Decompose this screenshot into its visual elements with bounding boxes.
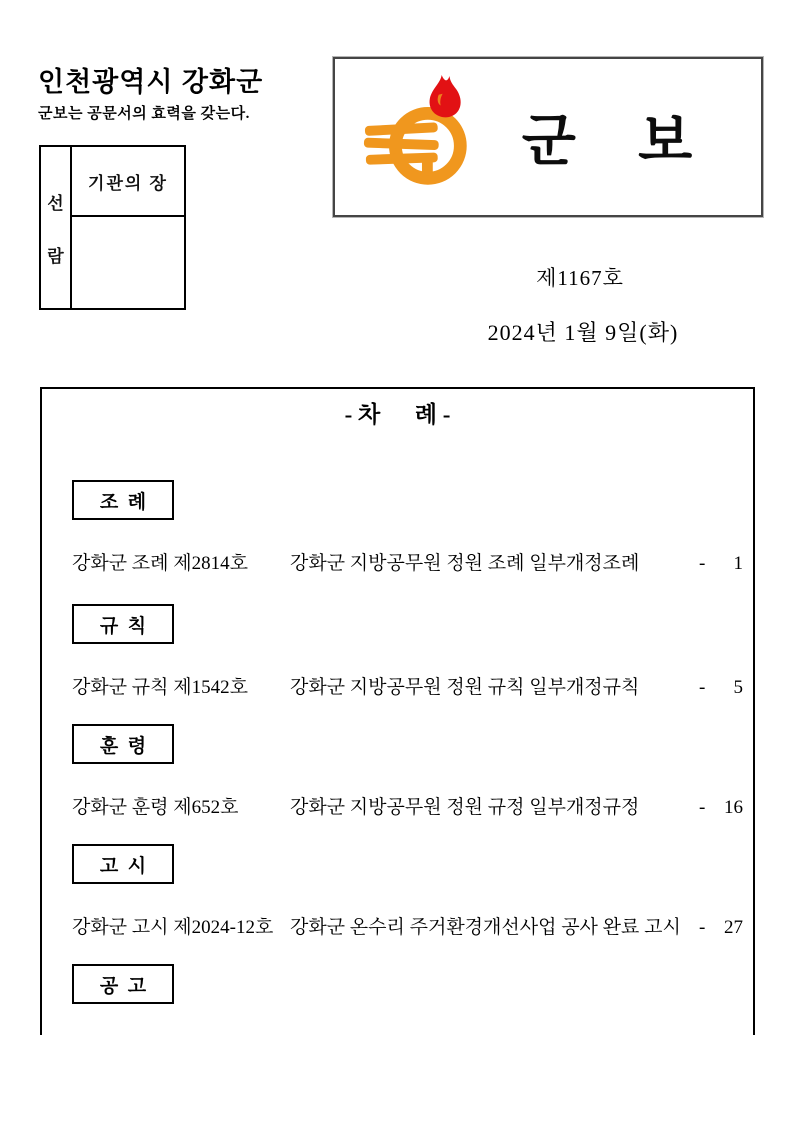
toc-title: - 차 례 -	[344, 402, 451, 427]
gazette-title-box	[333, 57, 763, 217]
entry-page-col	[699, 553, 743, 575]
approval-signature-cell	[72, 217, 184, 308]
entry-doc-no: 강화군 고시 제2024-12호	[72, 917, 274, 938]
entry-page-col	[699, 797, 743, 819]
entry-page-dash: -	[699, 917, 706, 938]
gazette-effect-note: 군보는 공문서의 효력을 갖는다.	[38, 106, 250, 122]
entry-page-dash: -	[699, 553, 706, 574]
issue-number: 제1167호	[536, 266, 624, 290]
approval-main-cells	[72, 147, 184, 308]
entry-doc-no: 강화군 훈령 제652호	[72, 797, 239, 818]
entry-title: 강화군 온수리 주거환경개선사업 공사 완료 고시	[290, 917, 681, 938]
gazette-title: 군 보	[521, 109, 693, 172]
issue-date: 2024년 1월 9일(화)	[487, 320, 679, 345]
county-emblem-icon	[361, 72, 479, 202]
entry-page-dash: -	[699, 797, 706, 818]
county-emblem-logo	[361, 72, 479, 202]
entry-page-dash: -	[699, 677, 706, 698]
flame-icon	[430, 75, 461, 117]
toc-entry-row	[72, 548, 743, 575]
approval-side-label-bottom: 람	[47, 246, 64, 266]
toc-box	[40, 387, 755, 1035]
entry-page-number: 5	[733, 677, 743, 698]
entry-title: 강화군 지방공무원 정원 조례 일부개정조례	[290, 553, 640, 574]
entry-doc-no: 강화군 조례 제2814호	[72, 553, 248, 574]
toc-entry-row	[72, 672, 743, 699]
toc-entry-row	[72, 912, 743, 939]
entry-page-col	[699, 917, 743, 939]
entry-title: 강화군 지방공무원 정원 규칙 일부개정규칙	[290, 677, 640, 698]
entry-page-number: 27	[724, 917, 743, 938]
org-title: 인천광역시 강화군	[38, 67, 264, 97]
entry-page-number: 16	[724, 797, 743, 818]
entry-doc-no: 강화군 규칙 제1542호	[72, 677, 248, 698]
entry-page-number: 1	[733, 553, 743, 574]
section-label-notice: 고 시	[72, 844, 174, 884]
section-label-ordinance: 조 례	[72, 480, 174, 520]
approval-stamp-table	[39, 145, 186, 310]
section-label-rule: 규 칙	[72, 604, 174, 644]
approval-side-label-top: 선	[47, 193, 64, 213]
entry-page-col	[699, 677, 743, 699]
section-label-announcement: 공 고	[72, 964, 174, 1004]
approval-head-cell: 기관의 장	[72, 147, 184, 217]
entry-title: 강화군 지방공무원 정원 규정 일부개정규정	[290, 797, 640, 818]
water-stripes-icon	[364, 122, 439, 164]
approval-side-label	[41, 147, 72, 308]
section-label-directive: 훈 령	[72, 724, 174, 764]
toc-entry-row	[72, 792, 743, 819]
